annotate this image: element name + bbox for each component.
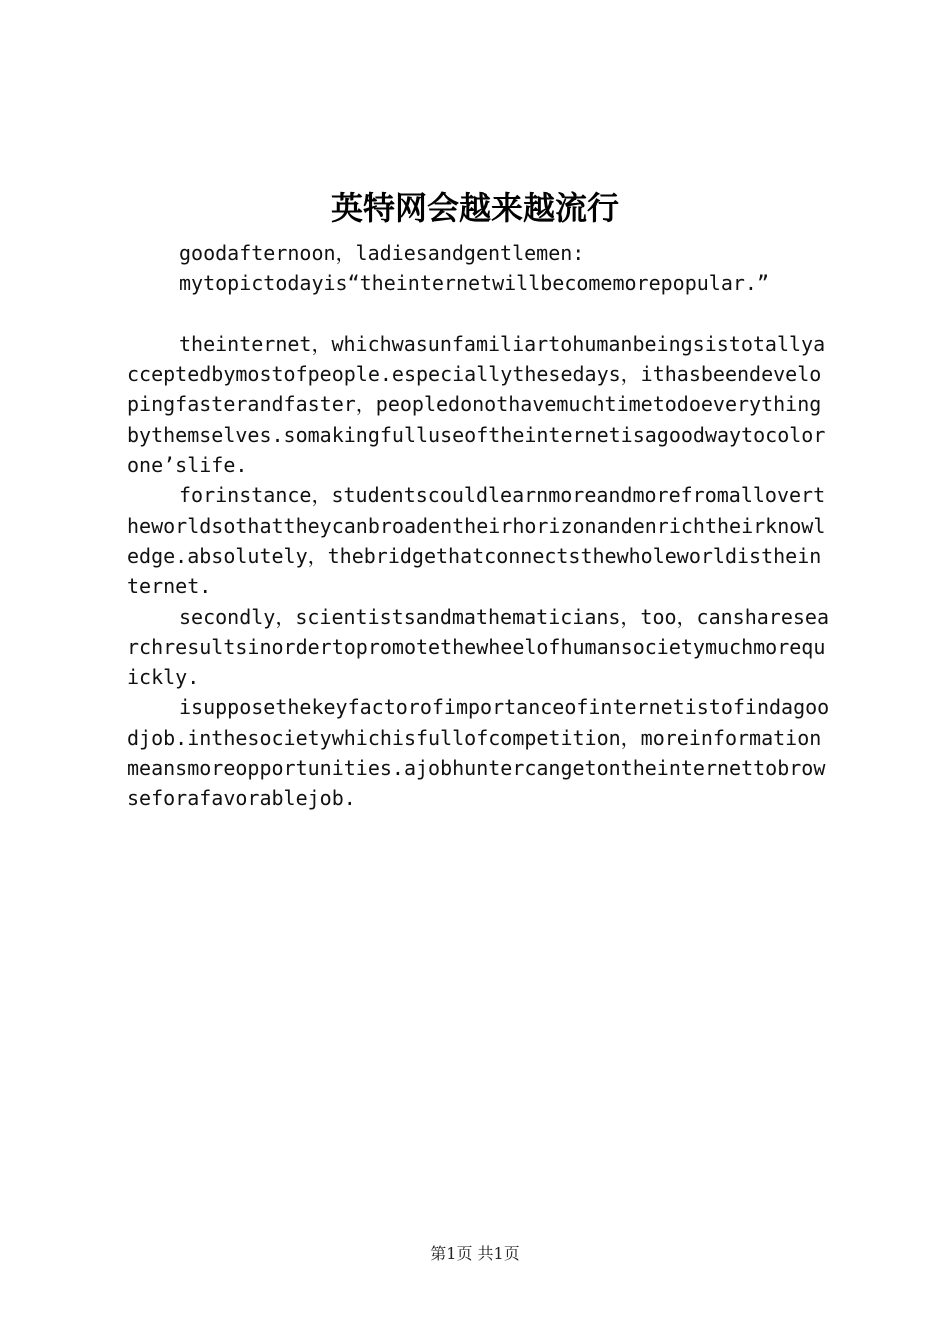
paragraph-instance: forinstance，studentscouldlearnmoreandmorefromallovertheworldsothattheycanbroadentheirhorizonandenrichtheirknowledge.absolutely，thebridgethatconnectsthewholeworldistheinternet. — [127, 483, 826, 599]
paragraph-secondly: secondly，scientistsandmathematicians，too，cansharesearchresultsinordertopromotethewheelofhumansocietymuchmorequickly. — [127, 604, 830, 690]
document-title: 英特网会越来越流行 — [330, 189, 619, 227]
paragraph-conclusion: isupposethekeyfactorofimportanceofinternetistofindagoodjob.inthesocietywhichisfullofcompetition，moreinformationmeansmoreopportunities.ajobhuntercangetontheinternettobrowseforafavorablejob. — [127, 695, 830, 811]
paragraph-greeting: goodafternoon，ladiesandgentlemen: — [179, 241, 585, 265]
paragraph-topic: mytopictodayis“theinternetwillbecomemorepopular.” — [179, 271, 770, 296]
paragraph-introduction: theinternet，whichwasunfamiliartohumanbeingsistotallyacceptedbymostofpeople.especiallythesedays，ithasbeendevelopingfasterandfaster，peopledonothavemuchtimetodoeverythingbythemselves.somakingfulluseoftheinternetisagoodwaytocolorone’slife. — [127, 331, 826, 478]
document-body — [127, 238, 833, 814]
page-number-footer: 第1页 共1页 — [430, 1244, 520, 1263]
paragraph-spacer — [127, 299, 833, 329]
